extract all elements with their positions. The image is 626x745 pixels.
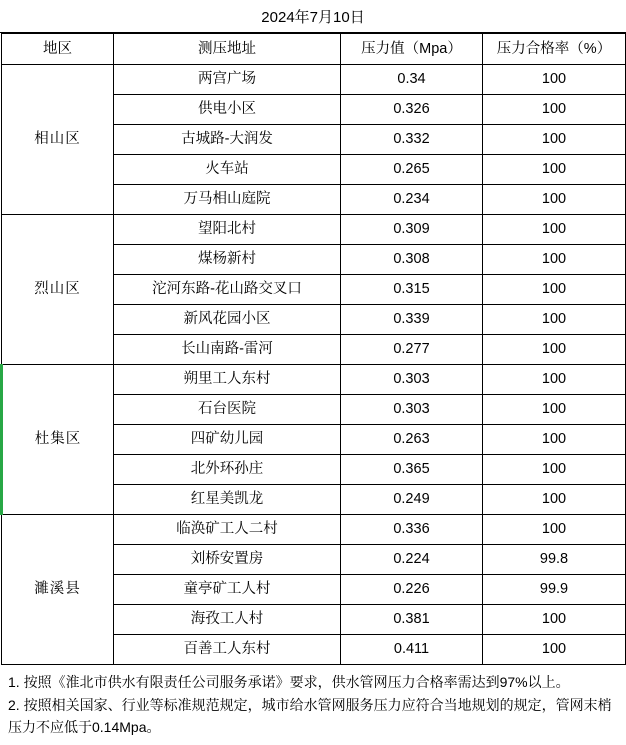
address-cell: 供电小区 [114,95,341,125]
region-cell: 杜集区 [2,365,114,515]
pressure-cell: 0.263 [341,425,483,455]
address-cell: 临涣矿工人二村 [114,515,341,545]
pressure-cell: 0.277 [341,335,483,365]
address-cell: 石台医院 [114,395,341,425]
address-cell: 百善工人东村 [114,635,341,665]
pressure-cell: 0.224 [341,545,483,575]
rate-cell: 100 [483,95,626,125]
address-cell: 朔里工人东村 [114,365,341,395]
address-cell: 火车站 [114,155,341,185]
address-cell: 沱河东路-花山路交叉口 [114,275,341,305]
rate-cell: 100 [483,635,626,665]
rate-cell: 100 [483,245,626,275]
pressure-cell: 0.265 [341,155,483,185]
pressure-cell: 0.326 [341,95,483,125]
rate-cell: 100 [483,125,626,155]
table-row [2,515,626,545]
table-header-row [2,34,626,65]
rate-cell: 100 [483,455,626,485]
address-cell: 新风花园小区 [114,305,341,335]
address-cell: 海孜工人村 [114,605,341,635]
pressure-cell: 0.332 [341,125,483,155]
address-cell: 北外环孙庄 [114,455,341,485]
pressure-cell: 0.303 [341,365,483,395]
region-cell: 相山区 [2,65,114,215]
rate-cell: 100 [483,605,626,635]
pressure-cell: 0.365 [341,455,483,485]
address-cell: 煤杨新村 [114,245,341,275]
region-cell: 濉溪县 [2,515,114,665]
rate-cell: 99.9 [483,575,626,605]
rate-cell: 100 [483,335,626,365]
address-cell: 万马相山庭院 [114,185,341,215]
pressure-cell: 0.34 [341,65,483,95]
column-header-address: 测压地址 [114,34,341,65]
table-row [2,365,626,395]
address-cell: 长山南路-雷河 [114,335,341,365]
rate-cell: 100 [483,215,626,245]
rate-cell: 100 [483,425,626,455]
column-header-region: 地区 [2,34,114,65]
pressure-cell: 0.339 [341,305,483,335]
address-cell: 四矿幼儿园 [114,425,341,455]
address-cell: 望阳北村 [114,215,341,245]
table-row [2,215,626,245]
column-header-pressure: 压力值（Mpa） [341,34,483,65]
table-row [2,65,626,95]
rate-cell: 100 [483,305,626,335]
pressure-cell: 0.303 [341,395,483,425]
pressure-table [0,33,626,665]
pressure-cell: 0.249 [341,485,483,515]
column-header-rate: 压力合格率（%） [483,34,626,65]
address-cell: 古城路-大润发 [114,125,341,155]
address-cell: 刘桥安置房 [114,545,341,575]
rate-cell: 100 [483,365,626,395]
rate-cell: 100 [483,155,626,185]
rate-cell: 100 [483,275,626,305]
rate-cell: 100 [483,185,626,215]
pressure-cell: 0.381 [341,605,483,635]
region-cell: 烈山区 [2,215,114,365]
rate-cell: 100 [483,515,626,545]
footnotes [0,665,626,738]
pressure-cell: 0.315 [341,275,483,305]
rate-cell: 100 [483,485,626,515]
address-cell: 童亭矿工人村 [114,575,341,605]
page-title-text: 2024年7月10日 [261,8,365,26]
rate-cell: 100 [483,65,626,95]
pressure-cell: 0.309 [341,215,483,245]
address-cell: 两宫广场 [114,65,341,95]
pressure-cell: 0.336 [341,515,483,545]
page-title [0,0,626,33]
footnote-2: 2. 按照相关国家、行业等标准规范规定，城市给水管网服务压力应符合当地规划的规定，管网末梢压力不应低于0.14Mpa。 [8,697,612,735]
pressure-cell: 0.411 [341,635,483,665]
rate-cell: 99.8 [483,545,626,575]
footnote-1: 1. 按照《淮北市供水有限责任公司服务承诺》要求，供水管网压力合格率需达到97%以上。 [8,674,570,690]
pressure-cell: 0.234 [341,185,483,215]
address-cell: 红星美凯龙 [114,485,341,515]
rate-cell: 100 [483,395,626,425]
pressure-cell: 0.308 [341,245,483,275]
pressure-cell: 0.226 [341,575,483,605]
